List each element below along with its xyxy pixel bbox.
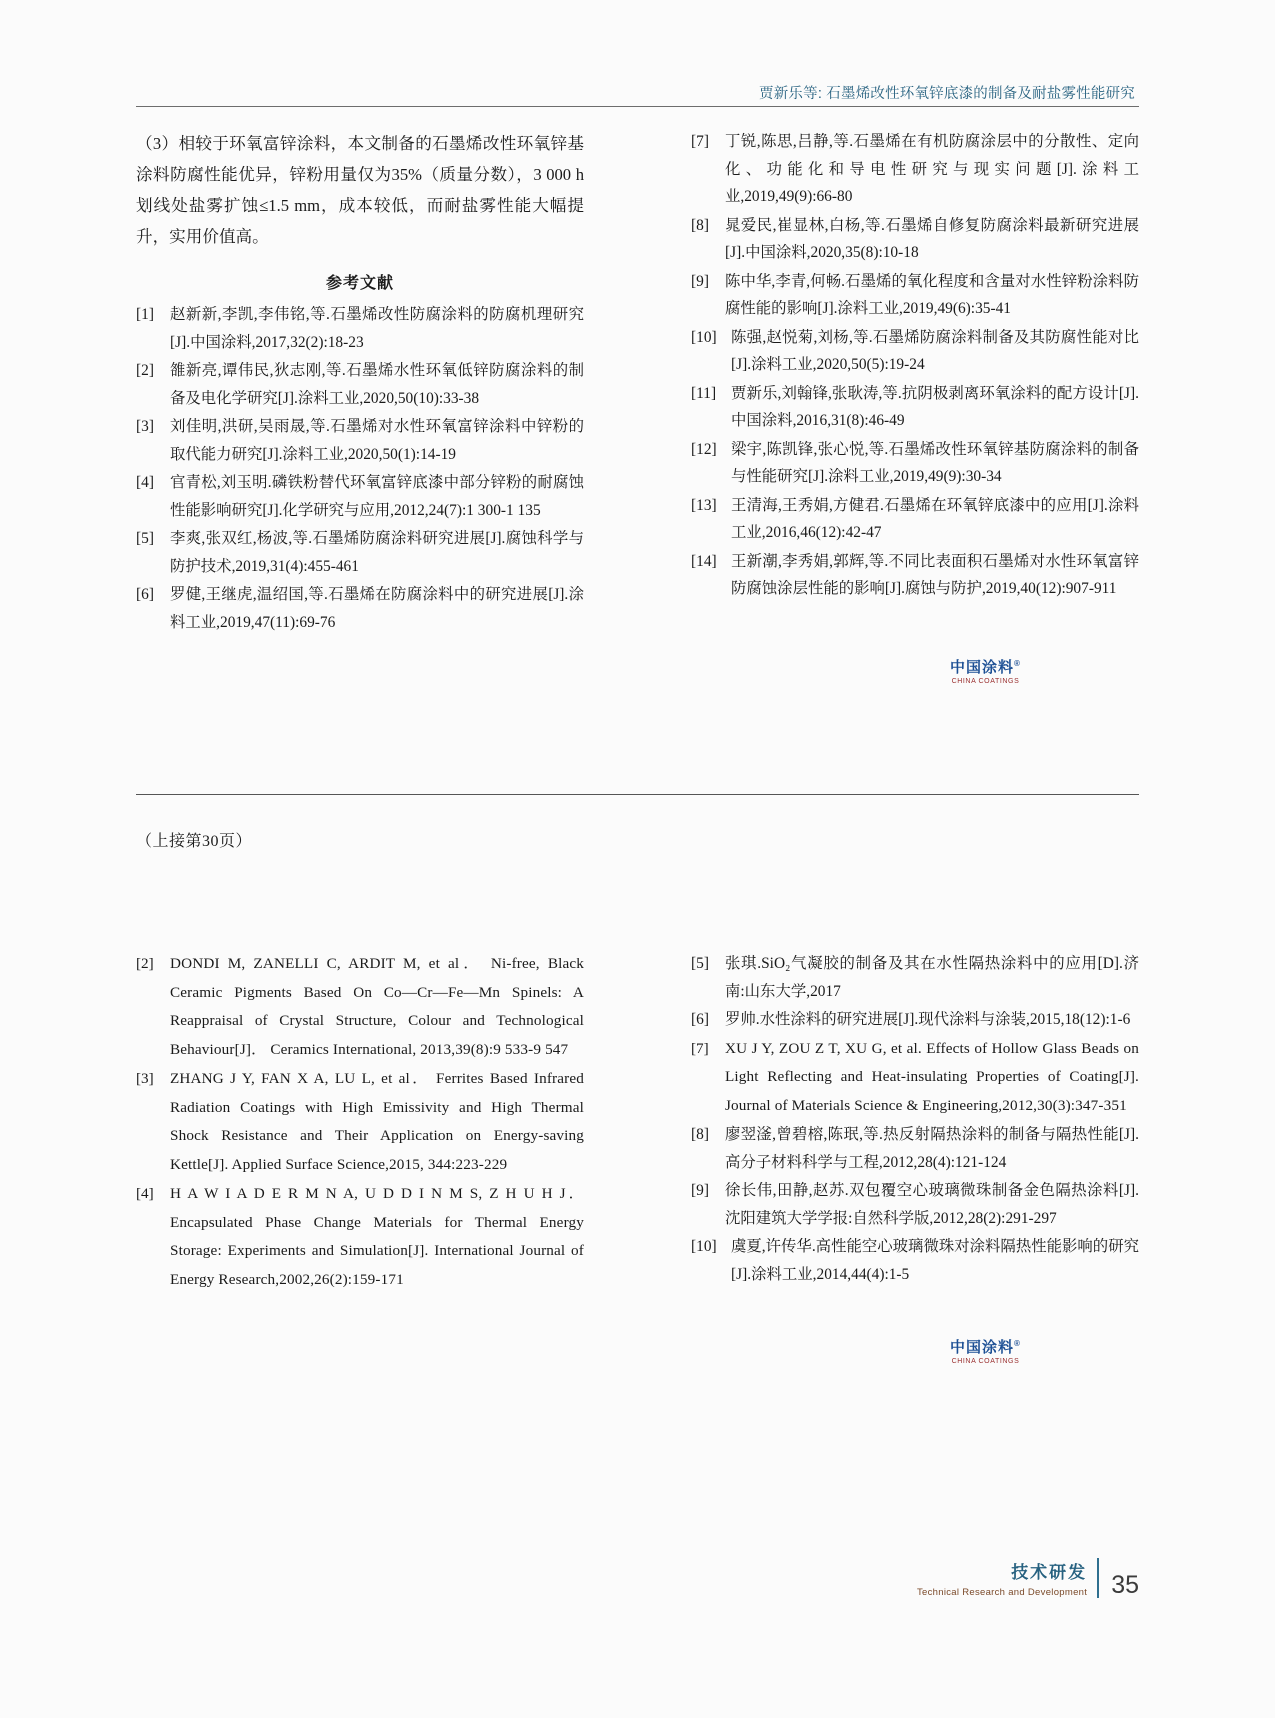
list-item bbox=[691, 1233, 1139, 1288]
reference-number: [14] bbox=[691, 552, 717, 570]
reference-number: [3] bbox=[136, 1070, 154, 1087]
article-2 bbox=[136, 950, 1139, 1295]
continued-from-note: （上接第30页） bbox=[136, 833, 253, 850]
reference-number: [10] bbox=[691, 328, 717, 346]
section-label bbox=[917, 1558, 1099, 1598]
reference-text: XU J Y, ZOU Z T, XU G, et al. Effects of Hollow Glass Beads on Light Reflecting and Heat-insulating Properties of Coating[J]. Journal of Materials Science & Engineering,2012,30(3):347-351 bbox=[725, 1039, 1139, 1114]
reference-text: 王新潮,李秀娟,郭辉,等.不同比表面积石墨烯对水性环氧富锌防腐蚀涂层性能的影响[J].腐蚀与防护,2019,40(12):907-911 bbox=[731, 552, 1139, 597]
reference-list-right bbox=[691, 950, 1139, 1288]
list-item bbox=[691, 492, 1139, 547]
logo-cn-text: 中国涂料® bbox=[950, 659, 1021, 676]
reference-text: 陈中华,李青,何畅.石墨烯的氧化程度和含量对水性锌粉涂料防腐性能的影响[J].涂料工业,2019,49(6):35-41 bbox=[725, 272, 1139, 317]
reference-text: 徐长伟,田静,赵苏.双包覆空心玻璃微珠制备金色隔热涂料[J].沈阳建筑大学学报:自然科学版,2012,28(2):291-297 bbox=[725, 1182, 1139, 1227]
reference-text: H A W I A D E R M N A, U D D I N M S, Z H U H J． Encapsulated Phase Change Materials for Thermal Energy Storage: Experiments and Simulation[J]. International Journal of Energy Research,2002,26(2):159-171 bbox=[170, 1185, 584, 1288]
reference-number: [11] bbox=[691, 384, 717, 402]
list-item bbox=[691, 436, 1139, 491]
reference-text: 赵新新,李凯,李伟铭,等.石墨烯改性防腐涂料的防腐机理研究[J].中国涂料,2017,32(2):18-23 bbox=[170, 306, 584, 351]
list-item bbox=[691, 1121, 1139, 1176]
list-item bbox=[691, 950, 1139, 1005]
article-separator-rule bbox=[136, 794, 1139, 795]
registered-mark-icon: ® bbox=[1014, 659, 1021, 668]
reference-text: 丁锐,陈思,吕静,等.石墨烯在有机防腐涂层中的分散性、定向化、功能化和导电性研究与现实问题[J].涂料工业,2019,49(9):66-80 bbox=[725, 133, 1139, 205]
reference-number: [6] bbox=[136, 586, 154, 603]
article-1 bbox=[136, 128, 1139, 708]
reference-number: [12] bbox=[691, 440, 717, 458]
list-item bbox=[136, 525, 584, 580]
list-item bbox=[691, 380, 1139, 435]
reference-number: [3] bbox=[136, 418, 154, 435]
list-item bbox=[136, 413, 584, 468]
reference-number: [5] bbox=[136, 530, 154, 547]
section-label-cn: 技术研发 bbox=[1011, 1563, 1088, 1582]
article-2-column-right bbox=[691, 950, 1139, 1289]
reference-text: ZHANG J Y, FAN X A, LU L, et al． Ferrites Based Infrared Radiation Coatings with High Emissivity and High Thermal Shock Resistance and Their Application on Energy-saving Kettle[J]. Applied Surface Science,2015, 344:223-229 bbox=[170, 1070, 584, 1173]
reference-number: [8] bbox=[691, 216, 709, 234]
list-item bbox=[691, 1177, 1139, 1232]
reference-number: [5] bbox=[691, 955, 709, 972]
reference-text: 贾新乐,刘翰锋,张耿涛,等.抗阴极剥离环氧涂料的配方设计[J].中国涂料,2016,31(8):46-49 bbox=[731, 384, 1139, 429]
list-item bbox=[136, 581, 584, 636]
reference-number: [7] bbox=[691, 133, 709, 150]
reference-number: [9] bbox=[691, 272, 709, 290]
logo-en-text: CHINA COATINGS bbox=[951, 677, 1020, 685]
reference-number: [1] bbox=[136, 306, 154, 323]
reference-number: [7] bbox=[691, 1039, 709, 1057]
reference-list-left bbox=[136, 950, 584, 1294]
registered-mark-icon: ® bbox=[1014, 1339, 1021, 1348]
list-item bbox=[136, 950, 584, 1064]
references-heading: 参考文献 bbox=[325, 275, 394, 292]
reference-number: [4] bbox=[136, 474, 154, 491]
article-1-column-left bbox=[136, 128, 584, 637]
reference-text: 陈强,赵悦菊,刘杨,等.石墨烯防腐涂料制备及其防腐性能对比[J].涂料工业,2020,50(5):19-24 bbox=[731, 328, 1139, 373]
list-item bbox=[691, 212, 1139, 267]
reference-text: 王清海,王秀娟,方健君.石墨烯在环氧锌底漆中的应用[J].涂料工业,2016,46(12):42-47 bbox=[731, 496, 1139, 541]
list-item bbox=[691, 268, 1139, 323]
list-item bbox=[691, 128, 1139, 211]
reference-number: [6] bbox=[691, 1011, 709, 1028]
list-item bbox=[691, 1035, 1139, 1121]
reference-text: 廖翌滏,曾碧榕,陈珉,等.热反射隔热涂料的制备与隔热性能[J].高分子材料科学与工程,2012,28(4):121-124 bbox=[725, 1126, 1139, 1171]
header-rule bbox=[136, 106, 1139, 107]
china-coatings-logo bbox=[950, 660, 1021, 685]
list-item bbox=[691, 548, 1139, 603]
article-1-column-right bbox=[691, 128, 1139, 604]
list-item bbox=[691, 324, 1139, 379]
conclusion-paragraph: （3）相较于环氧富锌涂料，本文制备的石墨烯改性环氧锌基涂料防腐性能优异，锌粉用量仅为35%（质量分数），3 000 h划线处盐雾扩蚀≤1.5 mm，成本较低，而耐盐雾性能大幅提升，实用价值高。 bbox=[136, 134, 584, 246]
logo-en-text: CHINA COATINGS bbox=[951, 1357, 1020, 1365]
reference-text: 梁宇,陈凯锋,张心悦,等.石墨烯改性环氧锌基防腐涂料的制备与性能研究[J].涂料工业,2019,49(9):30-34 bbox=[731, 440, 1139, 485]
reference-number: [2] bbox=[136, 362, 154, 379]
reference-text: 官青松,刘玉明.磷铁粉替代环氧富锌底漆中部分锌粉的耐腐蚀性能影响研究[J].化学研究与应用,2012,24(7):1 300-1 135 bbox=[170, 474, 584, 519]
reference-text: DONDI M, ZANELLI C, ARDIT M, et al． Ni-free, Black Ceramic Pigments Based On Co—Cr—Fe—Mn Spinels: A Reappraisal of Crystal Structure, Colour and Technological Behaviour[J]． Ceramics International, 2013,39(8):9 533-9 547 bbox=[170, 955, 584, 1058]
list-item bbox=[136, 357, 584, 412]
reference-list-right bbox=[691, 128, 1139, 603]
reference-text: 罗健,王继虎,温绍国,等.石墨烯在防腐涂料中的研究进展[J].涂料工业,2019,47(11):69-76 bbox=[170, 586, 584, 631]
list-item bbox=[136, 1065, 584, 1179]
reference-text: 罗帅.水性涂料的研究进展[J].现代涂料与涂装,2015,18(12):1-6 bbox=[725, 1011, 1131, 1028]
running-head: 贾新乐等: 石墨烯改性环氧锌底漆的制备及耐盐雾性能研究 bbox=[759, 86, 1135, 102]
china-coatings-logo bbox=[950, 1340, 1021, 1365]
reference-text: 晁爱民,崔显林,白杨,等.石墨烯自修复防腐涂料最新研究进展[J].中国涂料,2020,35(8):10-18 bbox=[725, 216, 1139, 261]
page-number: 35 bbox=[1111, 1571, 1139, 1599]
reference-text: 刘佳明,洪研,吴雨晟,等.石墨烯对水性环氧富锌涂料中锌粉的取代能力研究[J].涂料工业,2020,50(1):14-19 bbox=[170, 418, 584, 463]
reference-text: 雒新亮,谭伟民,狄志刚,等.石墨烯水性环氧低锌防腐涂料的制备及电化学研究[J].涂料工业,2020,50(10):33-38 bbox=[170, 362, 584, 407]
logo-cn-text: 中国涂料® bbox=[950, 1339, 1021, 1356]
reference-number: [2] bbox=[136, 955, 154, 972]
list-item bbox=[136, 301, 584, 356]
reference-number: [9] bbox=[691, 1182, 709, 1199]
section-label-en: Technical Research and Development bbox=[916, 1587, 1088, 1598]
reference-number: [13] bbox=[691, 496, 717, 514]
list-item bbox=[691, 1006, 1139, 1034]
page-footer bbox=[917, 1558, 1139, 1598]
reference-list-left bbox=[136, 301, 584, 636]
reference-number: [8] bbox=[691, 1126, 709, 1143]
reference-text: 李爽,张双红,杨波,等.石墨烯防腐涂料研究进展[J].腐蚀科学与防护技术,2019,31(4):455-461 bbox=[170, 530, 584, 575]
reference-text: 张琪.SiO₂气凝胶的制备及其在水性隔热涂料中的应用[D].济南:山东大学,2017 bbox=[725, 955, 1139, 1000]
article-2-column-left bbox=[136, 950, 584, 1295]
reference-number: [10] bbox=[691, 1238, 717, 1255]
list-item bbox=[136, 469, 584, 524]
reference-text: 虞夏,许传华.高性能空心玻璃微珠对涂料隔热性能影响的研究[J].涂料工业,2014,44(4):1-5 bbox=[731, 1238, 1139, 1283]
list-item bbox=[136, 1180, 584, 1294]
reference-number: [4] bbox=[136, 1185, 154, 1202]
